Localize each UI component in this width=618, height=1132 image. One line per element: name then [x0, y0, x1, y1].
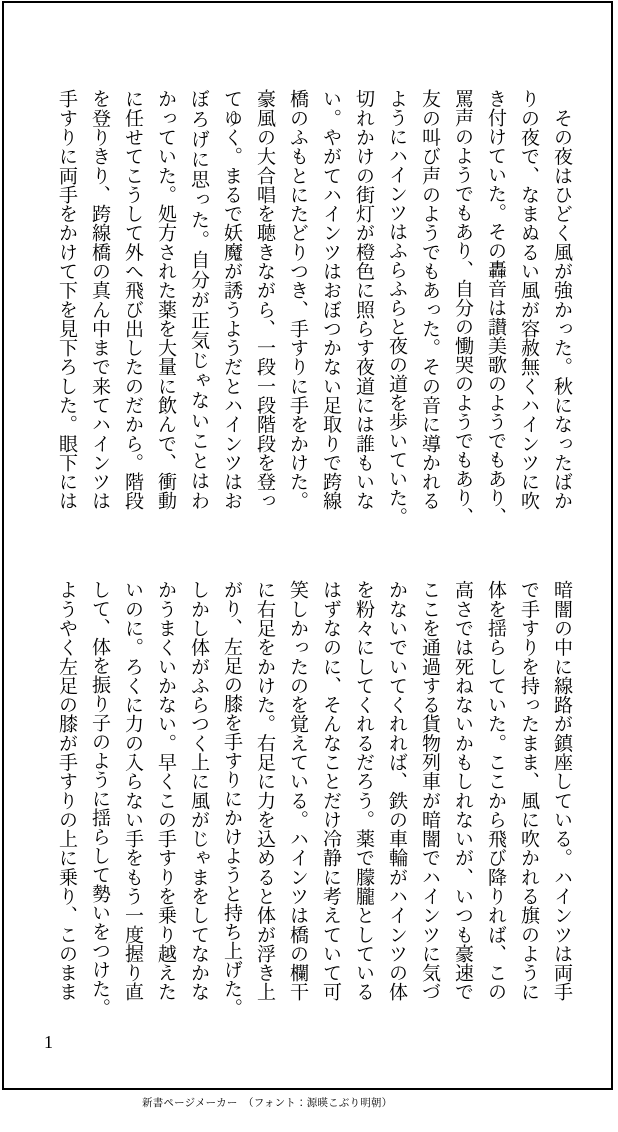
vertical-text-line: がり、左足の膝を手すりにかけようと持ち上げた。 — [221, 580, 242, 1017]
vertical-text-line: き付けていた。その轟音は讃美歌のようでもあり、 — [485, 89, 506, 526]
vertical-text-line: い。やがてハインツはおぼつかない足取りで跨線 — [320, 89, 341, 510]
vertical-text-line: に右足をかけた。右足に力を込めると体が浮き上 — [254, 580, 275, 1001]
vertical-text-line: しかし体がふらつく上に風がじゃまをしてなかな — [188, 580, 209, 1001]
vertical-text-line: 高さでは死ねないかもしれないが、いつも豪速で — [452, 580, 473, 1001]
vertical-text-line: ぼろげに思った。自分が正気じゃないことはわ — [188, 89, 209, 510]
vertical-text-line: 体を揺らしていた。ここから飛び降りれば、この — [485, 580, 506, 1001]
vertical-text-line: して、体を振り子のように揺らして勢いをつけた。 — [89, 580, 110, 1017]
vertical-text-line: で手すりを持ったまま、風に吹かれる旗のように — [518, 580, 539, 1001]
vertical-text-line: 橋のふもとにたどりつき、手すりに手をかけた。 — [287, 89, 308, 510]
vertical-text-line: 切れかけの街灯が橙色に照らす夜道には誰もいな — [353, 89, 374, 510]
vertical-text-line: かないでいてくれれば、鉄の車輪がハインツの体 — [386, 580, 407, 1001]
vertical-text-line: てゆく。まるで妖魔が誘うようだとハインツはお — [221, 89, 242, 510]
vertical-text-line: 友の叫び声のようでもあった。その音に導かれる — [419, 89, 440, 510]
vertical-text-line: 手すりに両手をかけて下を見下ろした。眼下には — [56, 89, 77, 510]
vertical-text-line: ようやく左足の膝が手すりの上に乗り、このまま — [56, 580, 77, 1001]
footer-caption: 新書ページメーカー （フォント：源暎こぶり明朝） — [142, 1098, 393, 1109]
page-frame — [2, 1, 613, 1090]
vertical-text-line: ようにハインツはふらふらと夜の道を歩いていた。 — [386, 89, 407, 526]
vertical-text-line: かうまくいかない。早くこの手すりを乗り越えた — [155, 580, 176, 1001]
vertical-text-line: 暗闇の中に線路が鎮座している。ハインツは両手 — [551, 580, 572, 1001]
page-number: 1 — [44, 1032, 53, 1052]
vertical-text-line: はずなのに、そんなことだけ冷静に考えていて可 — [320, 580, 341, 1001]
vertical-text-line: ここを通過する貨物列車が暗闇でハインツに気づ — [419, 580, 440, 1001]
vertical-text-line: りの夜で、なまぬるい風が容赦無くハインツに吹 — [518, 89, 539, 510]
text-block-lower — [50, 580, 578, 1017]
vertical-text-line: を登りきり、跨線橋の真ん中まで来てハインツは — [89, 89, 110, 510]
vertical-text-line: いのに。ろくに力の入らない手をもう一度握り直 — [122, 580, 143, 1001]
vertical-text-line: 罵声のようでもあり、自分の慟哭のようでもあり、 — [452, 89, 473, 526]
vertical-text-line: に任せてこうして外へ飛び出したのだから。階段 — [122, 89, 143, 510]
text-block-upper — [50, 89, 578, 526]
vertical-text-line: を粉々にしてくれるだろう。薬で朦朧としている — [353, 580, 374, 1001]
vertical-text-line: その夜はひどく風が強かった。秋になったばか — [551, 89, 572, 510]
vertical-text-line: かっていた。処方された薬を大量に飲んで、衝動 — [155, 89, 176, 510]
vertical-text-line: 笑しかったのを覚えている。ハインツは橋の欄干 — [287, 580, 308, 1001]
vertical-text-line: 豪風の大合唱を聴きながら、一段一段階段を登っ — [254, 89, 275, 510]
